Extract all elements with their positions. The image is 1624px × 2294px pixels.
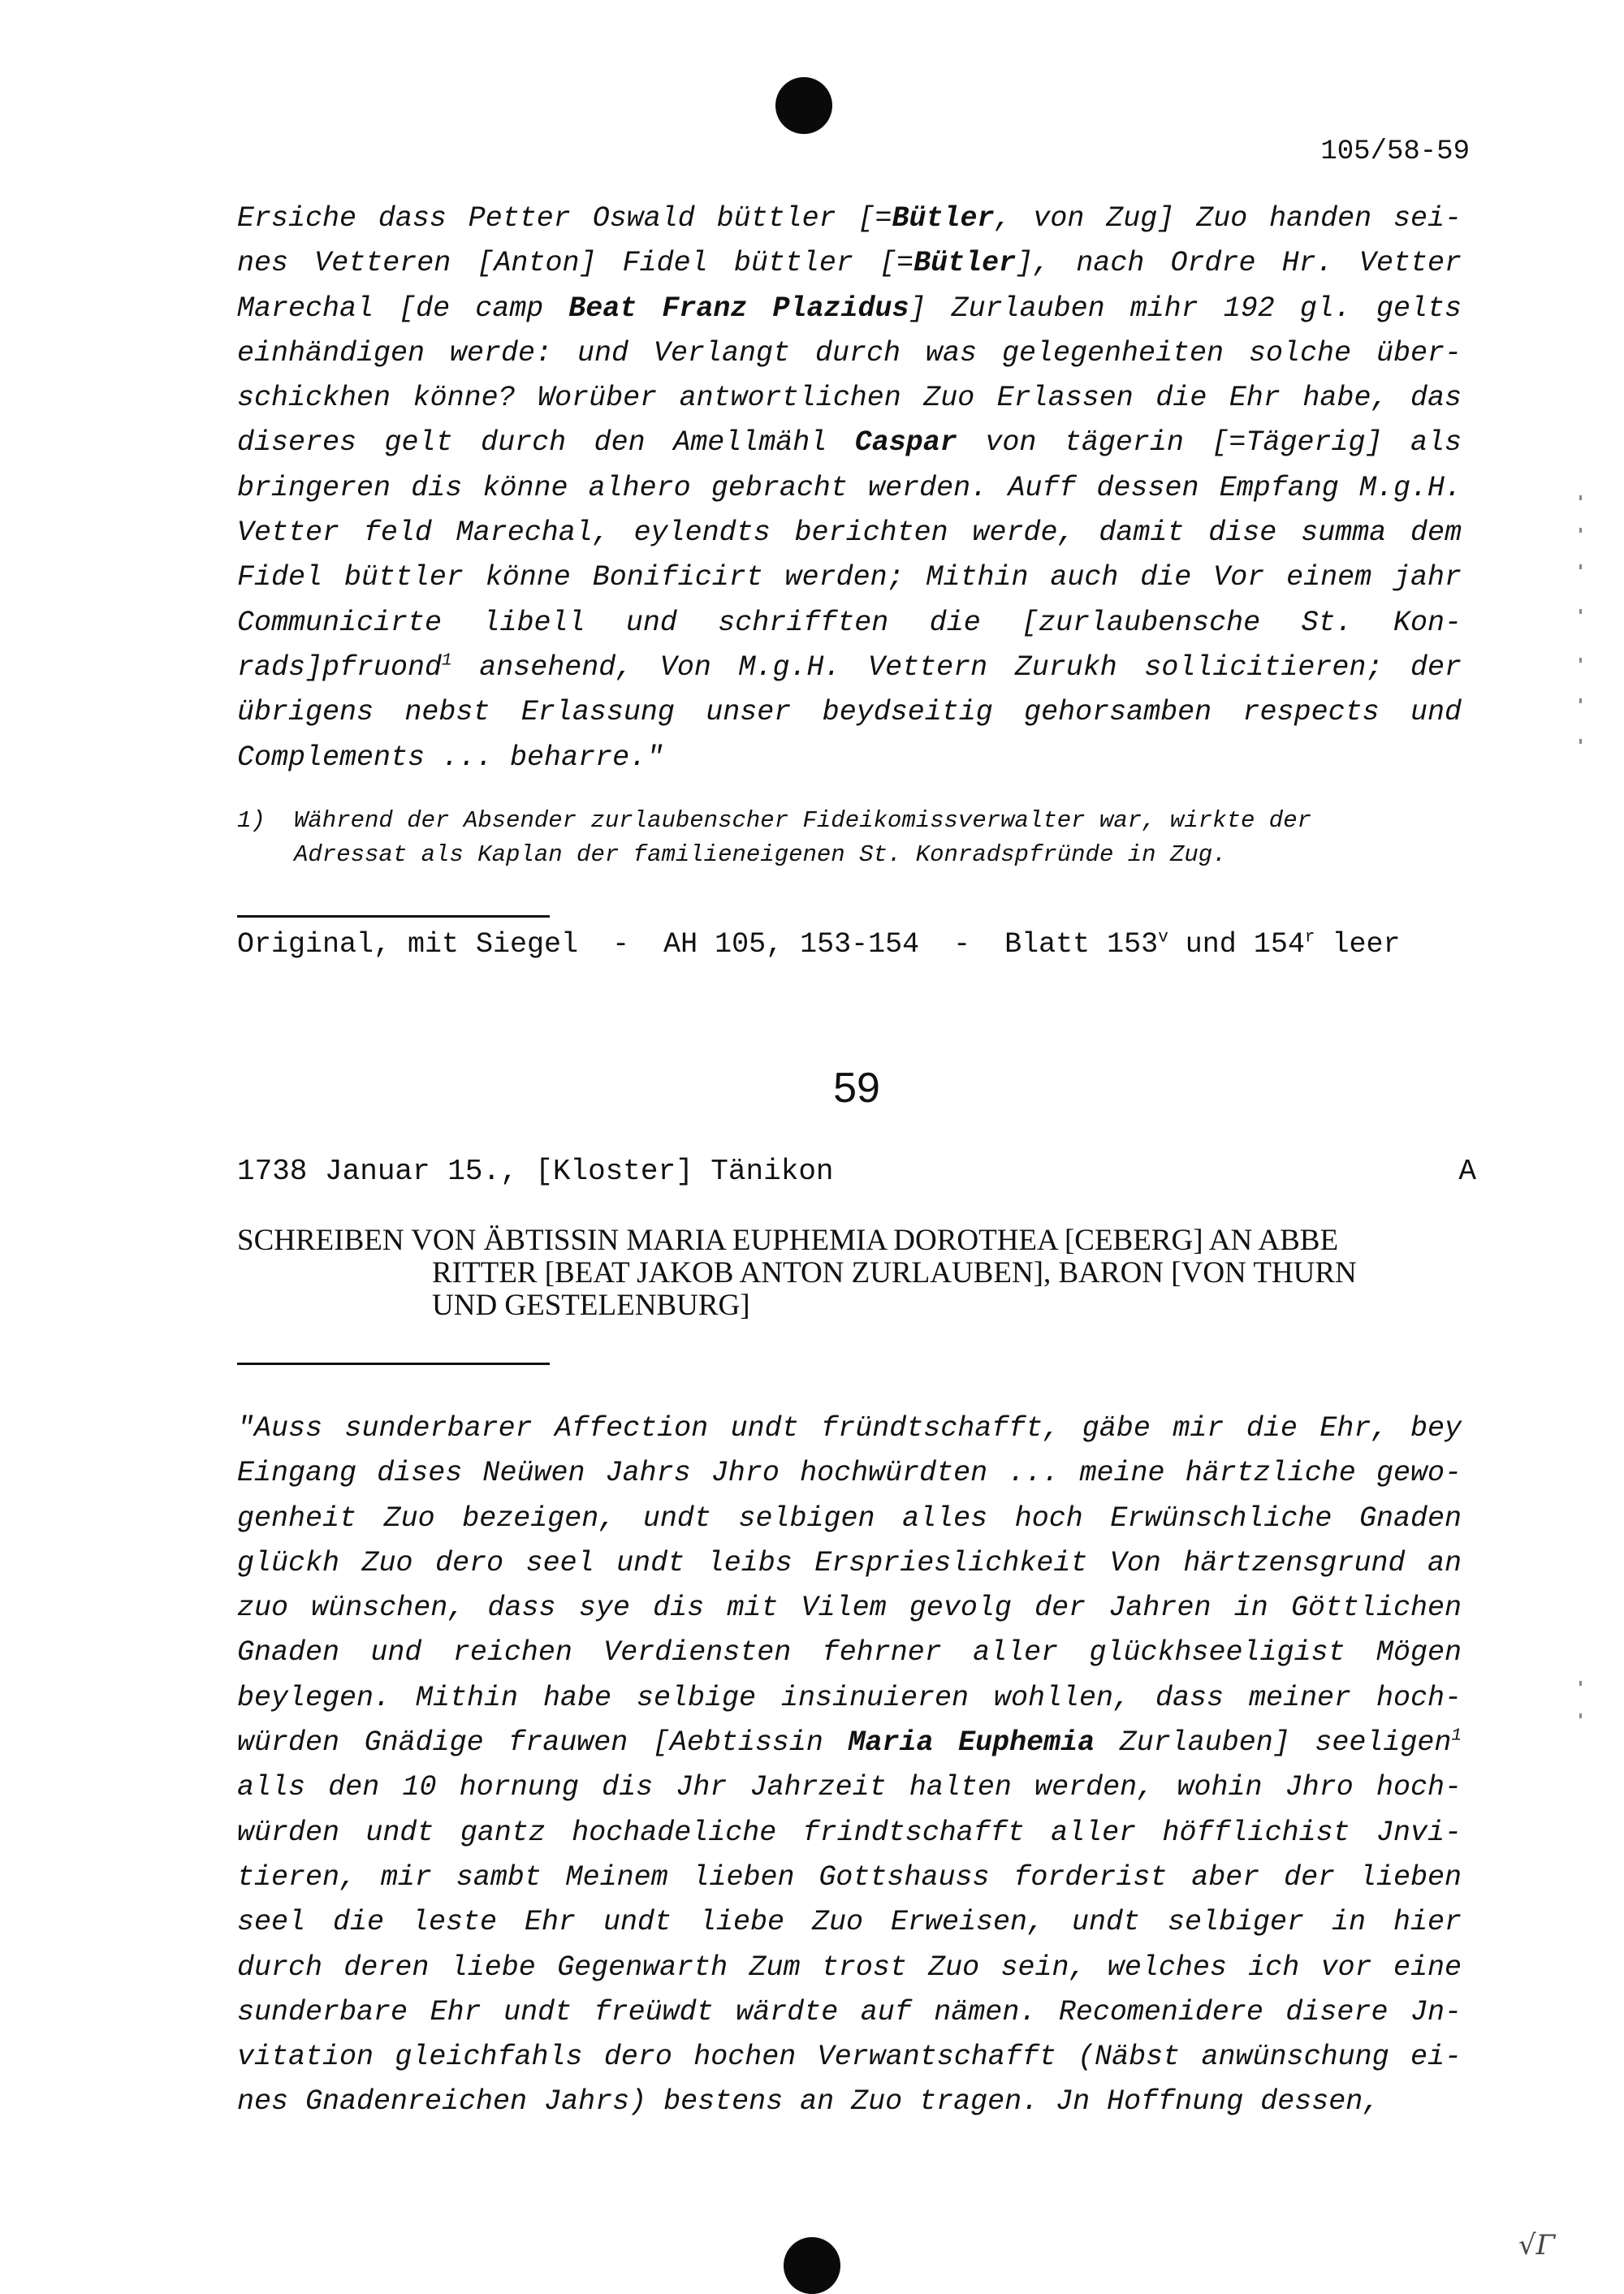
punch-hole-top xyxy=(775,77,832,134)
source-text-c: leer xyxy=(1315,928,1401,961)
text-line: durch deren liebe Gegenwarth Zum trost Zuo sein, welches ich vor eine xyxy=(237,1951,1462,1984)
text-line: diseres gelt durch den Amellmähl Caspar von tägerin [=Tägerig] als xyxy=(237,426,1462,460)
separator-rule-1 xyxy=(237,915,550,918)
text-line: nes Gnadenreichen Jahrs) bestens an Zuo tragen. Jn Hoffnung dessen, xyxy=(237,2085,1380,2119)
heading-line-1: SCHREIBEN VON ÄBTISSIN MARIA EUPHEMIA DOROTHEA [CEBERG] AN ABBE xyxy=(237,1224,1339,1257)
footnote-marker: 1 xyxy=(442,651,452,671)
source-sup-b: r xyxy=(1304,928,1315,948)
document-heading xyxy=(237,1225,1471,1322)
text-line: Marechal [de camp Beat Franz Plazidus] Zurlauben mihr 192 gl. gelts xyxy=(237,292,1462,325)
text-line: genheit Zuo bezeigen, undt selbigen alles hoch Erwünschliche Gnaden xyxy=(237,1501,1462,1535)
heading-line-2: RITTER [BEAT JAKOB ANTON ZURLAUBEN], BARON [VON THURN xyxy=(432,1256,1357,1290)
separator-rule-2 xyxy=(237,1363,550,1365)
text-line: nes Vetteren [Anton] Fidel büttler [=Bütler], nach Ordre Hr. Vetter xyxy=(237,247,1462,280)
bold-name: Bütler xyxy=(892,202,995,235)
footnote-number: 1) xyxy=(237,807,266,834)
text-line: beylegen. Mithin habe selbige insinuieren wohllen, dass meiner hoch- xyxy=(237,1681,1462,1714)
text-line: würden undt gantz hochadeliche frindtschafft aller höfflichist Jnvi- xyxy=(237,1816,1462,1849)
text-line: Vetter feld Marechal, eylendts berichten werde, damit dise summa dem xyxy=(237,516,1462,550)
text-line: Communicirte libell und schrifften die [zurlaubensche St. Kon- xyxy=(237,606,1462,639)
text-line: sunderbare Ehr undt freüwdt wärdte auf nämen. Recomenidere disere Jn- xyxy=(237,1995,1462,2028)
text-line: Eingang dises Neüwen Jahrs Jhro hochwürdten ... meine härtzliche gewo- xyxy=(237,1457,1462,1490)
page-reference: 105/58-59 xyxy=(1320,136,1470,167)
date-place-line: 1738 Januar 15., [Kloster] Tänikon xyxy=(237,1155,834,1188)
footnote-58 xyxy=(237,804,1463,872)
bold-name: Beat Franz Plazidus xyxy=(568,292,909,325)
text-line: vitation gleichfahls dero hochen Verwantschafft (Näbst anwünschung ei- xyxy=(237,2041,1462,2074)
text-line: Gnaden und reichen Verdiensten fehrner aller glückhseeligist Mögen xyxy=(237,1636,1462,1670)
text-line: würden Gnädige frauwen [Aebtissin Maria Euphemia Zurlauben] seeligen$^1$ xyxy=(237,1726,1462,1760)
source-line xyxy=(237,928,1400,961)
text-line: tieren, mir sambt Meinem lieben Gottshauss forderist aber der lieben xyxy=(237,1860,1462,1894)
text-line: seel die leste Ehr undt liebe Zuo Erweisen, undt selbiger in hier xyxy=(237,1906,1462,1939)
text-line: glückh Zuo dero seel undt leibs Ersprieslichkeit Von härtzensgrund an xyxy=(237,1546,1462,1579)
text-line: schickhen könne? Worüber antwortlichen Zuo Erlassen die Ehr habe, das xyxy=(237,382,1462,415)
footnote-marker: 1 xyxy=(1451,1726,1462,1746)
heading-line-3: UND GESTELENBURG] xyxy=(432,1289,750,1322)
source-sup-a: v xyxy=(1158,928,1168,948)
footnote-line-1: Während der Absender zurlaubenscher Fideikomissverwalter war, wirkte der xyxy=(294,807,1312,834)
text-line: rads]pfruond$^1$ ansehend, Von M.g.H. Vettern Zurukh sollicitieren; der xyxy=(237,650,1462,684)
text-line: zuo wünschen, dass sye dis mit Vilem gevolg der Jahren in Göttlichen xyxy=(237,1592,1462,1625)
footnote-line-2: Adressat als Kaplan der familieneigenen St. Konradspfründe in Zug. xyxy=(294,841,1227,868)
text-line: einhändigen werde: und Verlangt durch was gelegenheiten solche über- xyxy=(237,336,1462,369)
text-line: "Auss sunderbarer Affection undt fründtschafft, gäbe mir die Ehr, bey xyxy=(237,1412,1462,1445)
text-line: alls den 10 hornung dis Jhr Jahrzeit halten werden, wohin Jhro hoch- xyxy=(237,1771,1462,1804)
source-text-a: Original, mit Siegel - AH 105, 153-154 - Blatt 153 xyxy=(237,928,1159,961)
document-number: 59 xyxy=(833,1065,880,1112)
letter-59-text xyxy=(237,1406,1462,2125)
text-line: bringeren dis könne alhero gebracht werden. Auff dessen Empfang M.g.H. xyxy=(237,471,1462,504)
text-line: Complements ... beharre." xyxy=(237,741,664,774)
margin-initials: √Γ xyxy=(1518,2229,1556,2262)
bold-name: Bütler xyxy=(914,247,1017,280)
letter-58-text xyxy=(237,197,1462,780)
punch-hole-bottom xyxy=(784,2237,840,2294)
source-text-b: und 154 xyxy=(1168,928,1305,961)
bold-name: Caspar xyxy=(854,426,957,460)
bold-name: Maria Euphemia xyxy=(848,1726,1095,1760)
text-line: übrigens nebst Erlassung unser beydseitig gehorsamben respects und xyxy=(237,696,1462,729)
form-code: A xyxy=(1458,1155,1476,1188)
text-line: Fidel büttler könne Bonificirt werden; Mithin auch die Vor einem jahr xyxy=(237,561,1462,594)
text-line: Ersiche dass Petter Oswald büttler [=Bütler, von Zug] Zuo handen sei- xyxy=(237,202,1462,235)
